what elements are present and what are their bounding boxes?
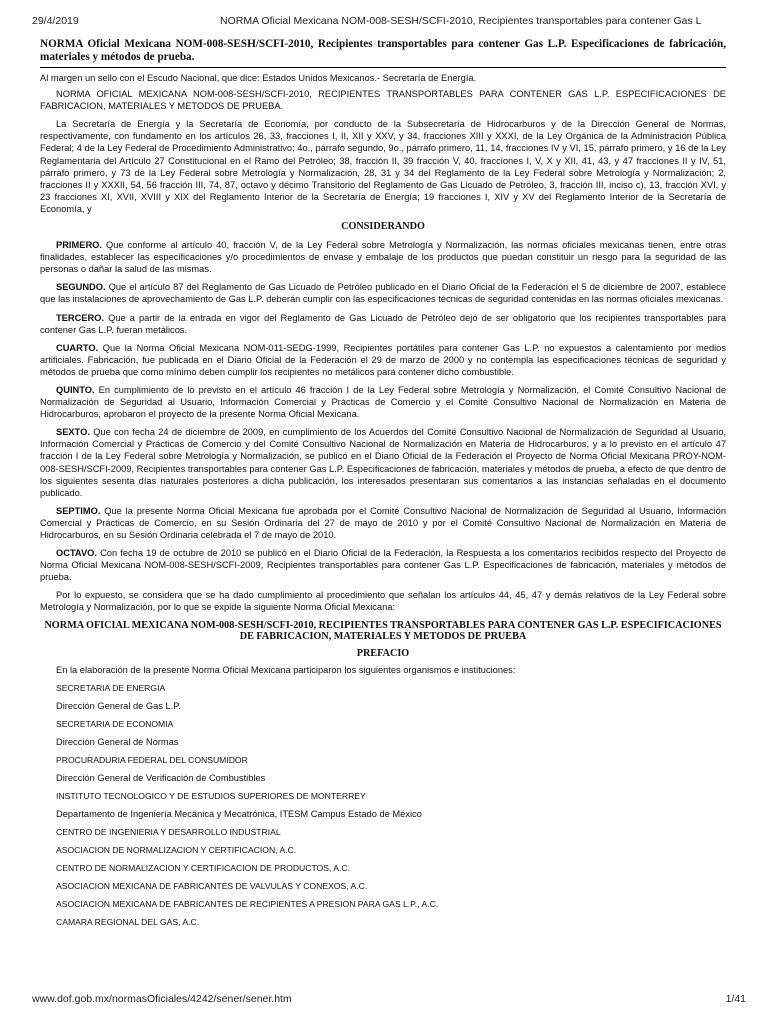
considerando-paragraph	[40, 547, 726, 583]
organization-item: SECRETARIA DE ENERGIA	[56, 683, 166, 694]
considerando-text: Que conforme al artículo 40, fracción V, de la Ley Federal sobre Metrología y Normalización, las normas oficiales mexicanas tienen, entre otras finalidades, establecer las especificaciones y/o procedimientos de envase y embalaje de los productos que puedan constituir un riesgo para la seguridad de las personas o dañar la salud de las mismas.	[40, 240, 726, 275]
organization-item: Dirección General de Normas	[56, 737, 179, 748]
considerando-label: SEXTO.	[56, 427, 90, 438]
considerando-label: OCTAVO.	[56, 548, 97, 559]
considerando-text: Que con fecha 24 de diciembre de 2009, en cumplimiento de los Acuerdos del Comité Consultivo Nacional de Normalización de Seguridad al Usuario, Información Comercial y Prácticas de Comercio y del Comité Consultivo Nacional de Normalización en Materia de Hidrocarburos, y a lo previsto en el artículo 47 fracción I de la Ley Federal sobre Metrología y Normalización, se publicó en el Diario Oficial de la Federación el Proyecto de Norma Oficial Mexicana PROY-NOM-008-SESH/SCFI-2009, Recipientes transportables para contener Gas L.P. Especificaciones de fabricación, materiales y métodos de prueba, a efecto de que dentro de los siguientes sesenta días naturales posteriores a dicha publicación, los interesados presentaran sus comentarios a las instancias señaladas en el documento publicado.	[40, 427, 726, 498]
considerando-paragraph	[40, 281, 726, 305]
print-page-title: NORMA Oficial Mexicana NOM-008-SESH/SCFI-2010, Recipientes transportables para contener Gas L	[220, 15, 702, 27]
prefacio-heading: PREFACIO	[356, 647, 410, 659]
organization-item: CAMARA REGIONAL DEL GAS, A.C.	[56, 917, 200, 928]
closing-paragraph: Por lo expuesto, se considera que se ha dado cumplimiento al procedimiento que señalan los artículos 44, 45, 47 y demás relativos de la Ley Federal sobre Metrología y Normalización, por lo que se expide la siguiente Norma Oficial Mexicana:	[40, 590, 726, 613]
print-date: 29/4/2019	[32, 15, 79, 27]
organization-item: Dirección General de Verificación de Combustibles	[56, 773, 266, 784]
considerando-text: Que la presente Norma Oficial Mexicana fue aprobada por el Comité Consultivo Nacional de Normalización de Seguridad al Usuario, Información Comercial y Prácticas de Comercio, en su Sesión Ordinaria del 27 de mayo de 2010 y por el Comité Consultivo Nacional de Normalización en Materia de Hidrocarburos, en su Sesión Ordinaria celebrada el 7 de mayo de 2010.	[40, 505, 726, 540]
considerando-text: Con fecha 19 de octubre de 2010 se publicó en el Diario Oficial de la Federación, la Respuesta a los comentarios recibidos respecto del Proyecto de Norma Oficial Mexicana NOM-008-SESH/SCFI-2009, Recipientes transportables para contener Gas L.P. Especificaciones de fabricación, materiales y métodos de prueba.	[40, 548, 726, 583]
organization-item: ASOCIACION MEXICANA DE FABRICANTES DE VALVULAS Y CONEXOS, A.C.	[56, 881, 368, 892]
organization-item: Dirección General de Gas L.P.	[56, 701, 181, 712]
reference-paragraph: NORMA OFICIAL MEXICANA NOM-008-SESH/SCFI-2010, RECIPIENTES TRANSPORTABLES PARA CONTENER GAS L.P. ESPECIFICACIONES DE FABRICACION, MATERIALES Y METODOS DE PRUEBA.	[40, 89, 726, 112]
organization-item: INSTITUTO TECNOLOGICO Y DE ESTUDIOS SUPERIORES DE MONTERREY	[56, 791, 366, 802]
organization-item: PROCURADURIA FEDERAL DEL CONSUMIDOR	[56, 755, 248, 766]
considerando-label: SEPTIMO.	[56, 505, 101, 516]
considerando-label: SEGUNDO.	[56, 282, 106, 293]
considerando-paragraph	[40, 312, 726, 336]
considerando-label: CUARTO.	[56, 342, 99, 353]
considerando-paragraph	[40, 384, 726, 420]
prefacio-intro: En la elaboración de la presente Norma Oficial Mexicana participaron los siguientes organismos e instituciones:	[56, 665, 516, 676]
considerando-heading: CONSIDERANDO	[341, 221, 425, 233]
organization-item: ASOCIACION DE NORMALIZACION Y CERTIFICACION, A.C.	[56, 845, 297, 856]
considerando-label: TERCERO.	[56, 312, 105, 323]
document-body	[40, 38, 726, 934]
document-title: NORMA Oficial Mexicana NOM-008-SESH/SCFI-2010, Recipientes transportables para contener Gas L.P. Especificaciones de fabricación, materiales y métodos de prueba.	[40, 38, 726, 68]
considerando-label: PRIMERO.	[56, 240, 102, 251]
considerando-paragraph	[40, 426, 726, 499]
considerando-paragraph	[40, 239, 726, 275]
considerando-text: Que el artículo 87 del Reglamento de Gas Licuado de Petróleo publicado en el Diario Oficial de la Federación el 5 de diciembre de 2007, establece que las instalaciones de aprovechamiento de Gas L.P. deberán cumplir con las especificaciones técnicas de seguridad contenidas en las normas oficiales mexicanas.	[40, 282, 726, 305]
organization-item: CENTRO DE INGENIERIA Y DESARROLLO INDUSTRIAL	[56, 827, 281, 838]
print-footer	[32, 993, 746, 1007]
page-number: 1/41	[725, 993, 746, 1005]
print-header	[32, 15, 748, 29]
considerandos-list	[40, 239, 726, 583]
organization-item: SECRETARIA DE ECONOMIA	[56, 719, 174, 730]
organization-item: ASOCIACION MEXICANA DE FABRICANTES DE RECIPIENTES A PRESION PARA GAS L.P., A.C.	[56, 899, 439, 910]
print-url: www.dof.gob.mx/normasOficiales/4242/sener/sener.htm	[32, 993, 292, 1005]
considerando-label: QUINTO.	[56, 384, 95, 395]
intro-paragraph: La Secretaría de Energía y la Secretaría de Economía, por conducto de la Subsecretaría de Hidrocarburos y de la Dirección General de Normas, respectivamente, con fundamento en los artículos 26, 33, fracciones I, II, XII y XXV, y 34, fracciones XIII y XXXI, de la Ley Orgánica de la Administración Pública Federal; 4 de la Ley Federal de Procedimiento Administrativo; 4o., párrafo segundo, 9o., párrafo primero, 11, 14, fracciones IV y VI, 15, párrafo primero, y 16 de la Ley Reglamentaria del Artículo 27 Constitucional en el Ramo del Petróleo; 38, fracción II, 39 fracción V, 40, fracciones I, V, X y XII, 41, 43, y 47 fracciones II y IV, 51, párrafo primero, y 73 de la Ley Federal sobre Metrología y Normalización, 28, 31 y 34 del Reglamento de la Ley Federal sobre Metrología y Normalización; 2, fracciones II y XXXII, 54, 56 fracción III, 74, 87, octavo y décimo Transitorio del Reglamento de Gas Licuado de Petróleo, 3, fracción III, inciso c), 13, fracción XVI, y 23 fracciones XI, XVII, XVIII y XIX del Reglamento Interior de la Secretaría de Energía; 19 fracciones I, XIV y XV del Reglamento Interior de la Secretaría de Economía, y	[40, 119, 726, 214]
considerando-text: Que la Norma Oficial Mexicana NOM-011-SEDG-1999, Recipientes portátiles para contener Gas L.P. no expuestos a calentamiento por medios artificiales. Fabricación, fue publicada en el Diario Oficial de la Federación el 29 de marzo de 2000 y no contempla las especificaciones técnicas de seguridad y métodos de prueba que como mínimo deben cumplir los recipientes no metálicos para contener dicho combustible.	[40, 342, 726, 377]
organization-item: Departamento de Ingeniería Mecánica y Mecatrónica, ITESM Campus Estado de México	[56, 809, 422, 820]
considerando-text: Que a partir de la entrada en vigor del Reglamento de Gas Licuado de Petróleo dejó de ser obligatorio que los recipientes transportables para contener Gas L.P. fueran metálicos.	[40, 312, 726, 335]
organization-item: CENTRO DE NORMALIZACION Y CERTIFICACION DE PRODUCTOS, A.C.	[56, 863, 350, 874]
considerando-paragraph	[40, 505, 726, 541]
considerando-text: En cumplimiento de lo previsto en el artículo 46 fracción I de la Ley Federal sobre Metrología y Normalización, el Comité Consultivo Nacional de Normalización de Seguridad al Usuario, Información Comercial y Prácticas de Comercio y el Comité Consultivo Nacional de Normalización en Materia de Hidrocarburos, aprobaron el proyecto de la presente Norma Oficial Mexicana.	[40, 384, 726, 420]
considerando-paragraph	[40, 342, 726, 378]
margin-note: Al margen un sello con el Escudo Nacional, que dice: Estados Unidos Mexicanos.- Secretaría de Energía.	[40, 73, 477, 83]
norm-heading: NORMA OFICIAL MEXICANA NOM-008-SESH/SCFI-2010, RECIPIENTES TRANSPORTABLES PARA CONTENER GAS L.P. ESPECIFICACIONES DE FABRICACION, MATERIALES Y METODOS DE PRUEBA	[44, 619, 722, 643]
organizations-list	[40, 682, 726, 934]
